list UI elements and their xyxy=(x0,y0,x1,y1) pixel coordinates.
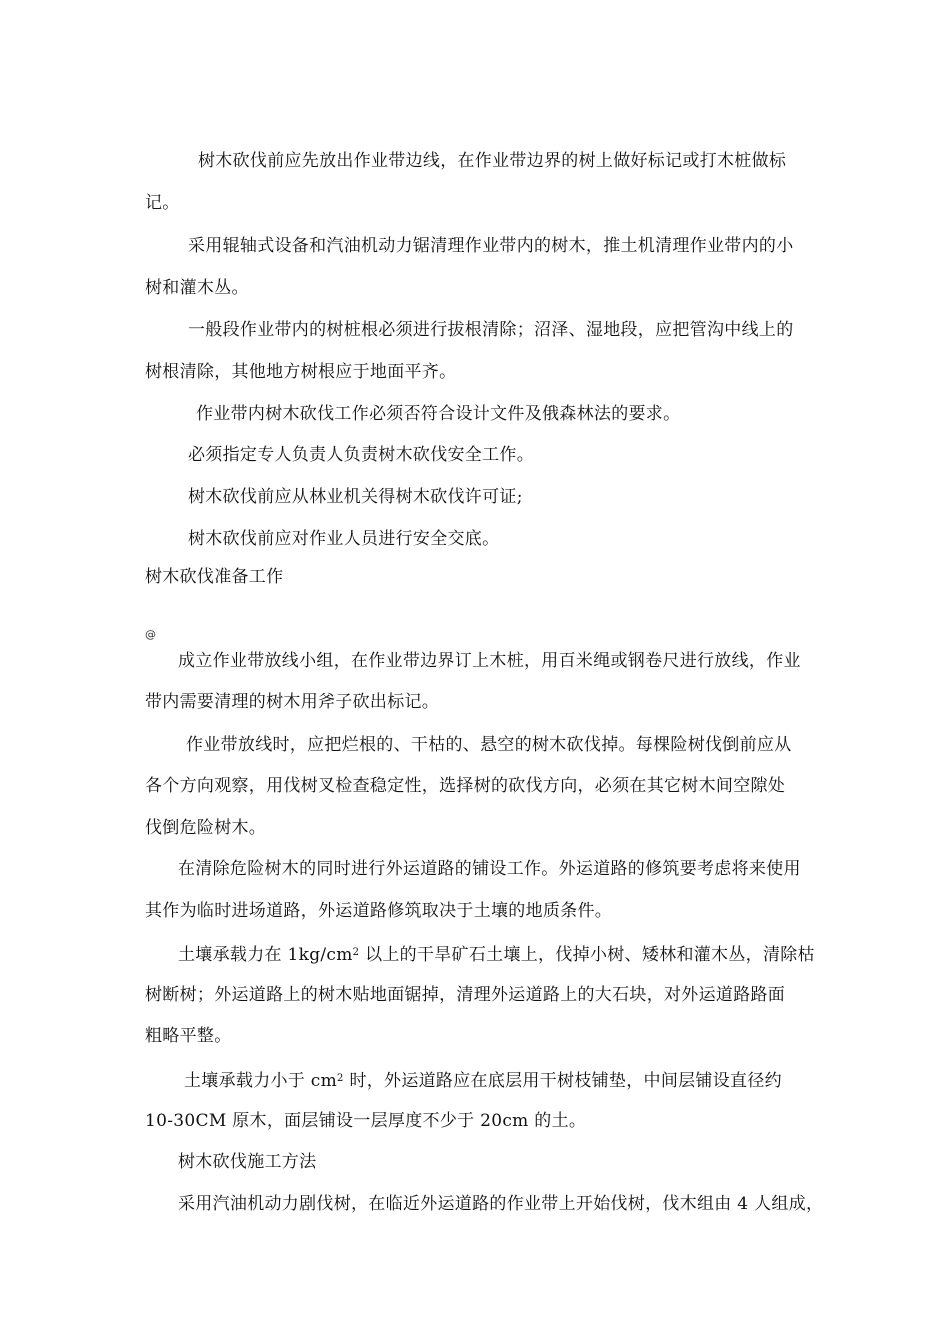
text-line: 其作为临时进场道路，外运道路修筑取决于土壤的地质条件。 xyxy=(145,901,613,921)
text-line: 树断树；外运道路上的树木贴地面锯掉，清理外运道路上的大石块，对外运道路路面 xyxy=(145,985,786,1005)
section-heading: 树木砍伐准备工作 xyxy=(145,567,284,587)
text-line: 粗略平整。 xyxy=(145,1026,232,1046)
text-line: 在清除危险树木的同时进行外运道路的铺设工作。外运道路的修筑要考虑将来使用 xyxy=(178,859,801,879)
text-line: 10-30CM 原木，面层铺设一层厚度不少于 20cm 的土。 xyxy=(145,1111,587,1131)
text-line: 采用辊轴式设备和汽油机动力锯清理作业带内的树木，推土机清理作业带内的小 xyxy=(188,236,794,256)
text-line xyxy=(178,942,815,966)
text-line: 必须指定专人负责人负责树木砍伐安全工作。 xyxy=(188,445,534,465)
text-segment: 土壤承载力小于 cm xyxy=(184,1071,338,1091)
text-line: 作业带内树木砍伐工作必须否符合设计文件及俄森林法的要求。 xyxy=(196,404,681,424)
text-line: 成立作业带放线小组，在作业带边界订上木桩，用百米绳或钢卷尺进行放线，作业 xyxy=(178,651,801,671)
superscript: 2 xyxy=(352,947,360,958)
text-line: 树木砍伐前应从林业机关得树木砍伐许可证; xyxy=(188,487,523,507)
text-line: 记。 xyxy=(145,193,180,213)
text-line: 带内需要清理的树木用斧子砍出标记。 xyxy=(145,692,440,712)
stray-symbol: @ xyxy=(145,628,157,641)
text-line: 树木砍伐前应对作业人员进行安全交底。 xyxy=(188,529,500,549)
text-line: 树和灌木丛。 xyxy=(145,278,249,298)
text-line: 树木砍伐前应先放出作业带边线，在作业带边界的树上做好标记或打木桩做标 xyxy=(198,151,787,171)
text-line xyxy=(184,1068,782,1092)
superscript: 2 xyxy=(337,1073,344,1084)
text-line: 作业带放线时，应把烂根的、干枯的、悬空的树木砍伐掉。每棵险树伐倒前应从 xyxy=(186,735,792,755)
text-segment: 时，外运道路应在底层用干树枝铺垫，中间层铺设直径约 xyxy=(349,1071,782,1091)
text-line: 一般段作业带内的树桩根必须进行拔根清除；沼泽、湿地段，应把管沟中线上的 xyxy=(188,320,794,340)
text-line: 伐倒危险树木。 xyxy=(145,818,267,838)
text-line: 采用汽油机动力剧伐树，在临近外运道路的作业带上开始伐树，伐木组由 4 人组成， xyxy=(178,1194,824,1214)
section-heading: 树木砍伐施工方法 xyxy=(178,1152,317,1172)
text-segment: 土壤承载力在 1kg/cm xyxy=(178,945,353,965)
text-line: 各个方向观察，用伐树叉检查稳定性，选择树的砍伐方向，必须在其它树木间空隙处 xyxy=(145,776,786,796)
text-line: 树根清除，其他地方树根应于地面平齐。 xyxy=(145,362,457,382)
text-segment: 以上的干旱矿石土壤上，伐掉小树、矮林和灌木丛，清除枯 xyxy=(365,945,815,965)
